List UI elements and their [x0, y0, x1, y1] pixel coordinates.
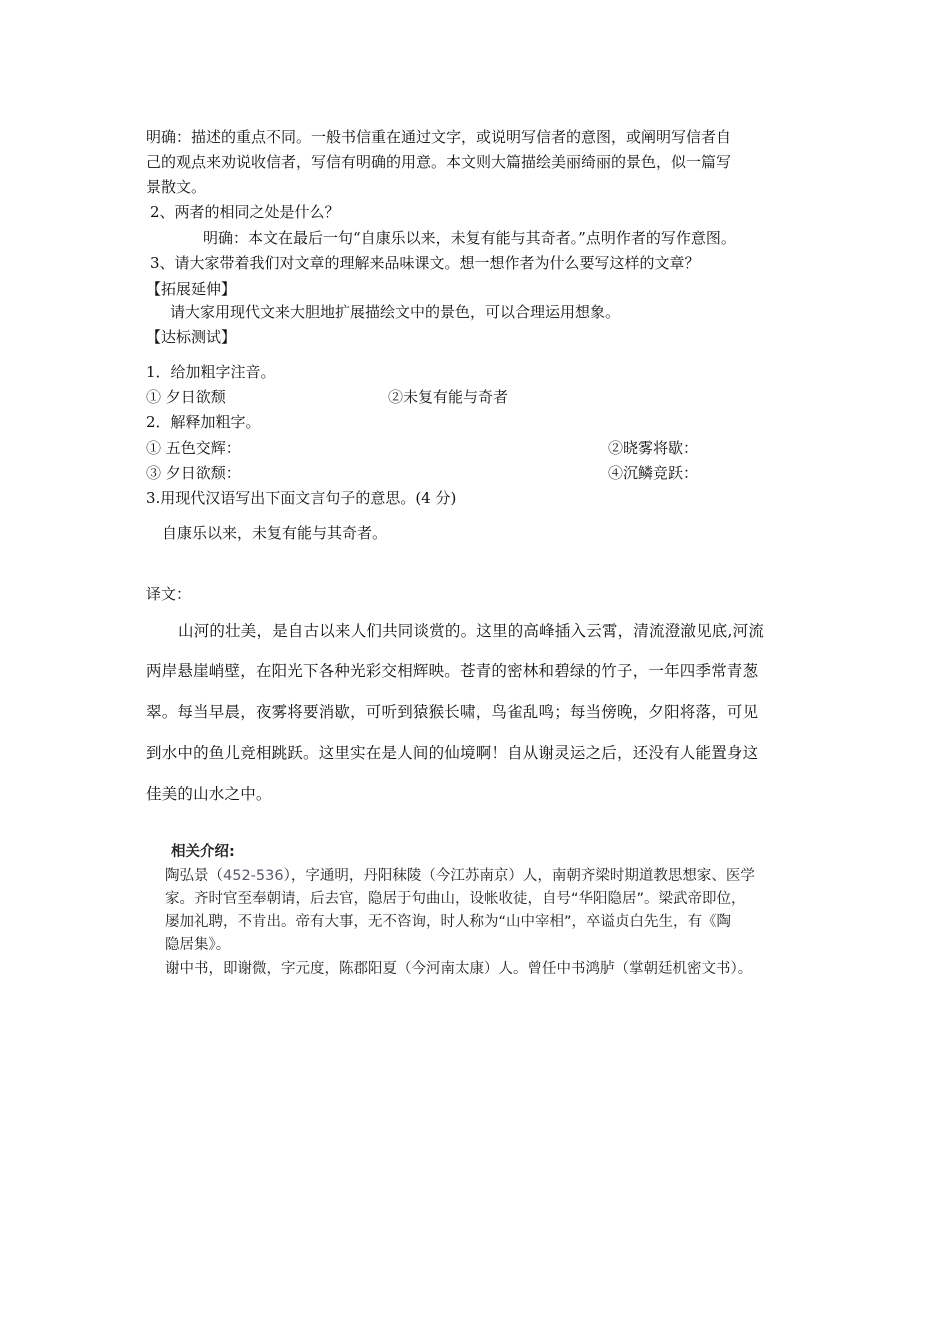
answer-paragraph-line-3: 景散文。 [146, 178, 207, 196]
intro-years: 452-536 [223, 868, 284, 884]
translation-label: 译文： [146, 585, 192, 603]
translation-line-2: 两岸悬崖峭壁，在阳光下各种光彩交相辉映。苍青的密林和碧绿的竹子，一年四季常青葱 [146, 662, 759, 680]
answer-paragraph-line-1: 明确：描述的重点不同。一般书信重在通过文字，或说明写信者的意图，或阐明写信者自 [146, 128, 732, 146]
test-q1-item-a: ① 夕日欲颓 [146, 388, 226, 406]
test-q2-item-c: ③ 夕日欲颓： [146, 464, 241, 482]
question-3: 3、请大家带着我们对文章的理解来品味课文。想一想作者为什么要写这样的文章？ [150, 254, 700, 272]
test-q2-item-a: ① 五色交辉： [146, 439, 241, 457]
extension-heading: 【拓展延伸】 [146, 280, 237, 298]
question-2: 2、两者的相同之处是什么？ [150, 203, 340, 221]
translation-line-5: 佳美的山水之中。 [146, 785, 272, 803]
intro-line-1-start: 陶弘景（ [165, 868, 223, 884]
translation-line-3: 翠。每当早晨，夜雾将要消歇，可听到猿猴长啸，鸟雀乱鸣；每当傍晚，夕阳将落，可见 [146, 703, 759, 721]
intro-heading: 相关介绍: [171, 844, 235, 860]
test-q1-item-b: ②未复有能与奇者 [388, 388, 509, 406]
answer-2: 明确：本文在最后一句“自康乐以来，未复有能与其奇者。”点明作者的写作意图。 [203, 229, 736, 247]
translation-line-4: 到水中的鱼儿竞相跳跃。这里实在是人间的仙境啊！自从谢灵运之后，还没有人能置身这 [146, 744, 759, 762]
test-question-1: 1．给加粗字注音。 [146, 363, 276, 381]
test-q2-item-b: ②晓雾将歇： [608, 439, 699, 457]
test-question-3: 3.用现代汉语写出下面文言句子的意思。(4 分) [146, 489, 457, 507]
test-q2-item-d: ④沉鳞竞跃： [608, 464, 699, 482]
translation-line-1: 山河的壮美，是自古以来人们共同谈赏的。这里的高峰插入云霄，清流澄澈见底,河流 [178, 622, 765, 640]
extension-text: 请大家用现代文来大胆地扩展描绘文中的景色，可以合理运用想象。 [170, 303, 621, 321]
intro-line-3: 屡加礼聘，不肯出。帝有大事，无不咨询，时人称为“山中宰相”，卒谥贞白先生，有《陶 [165, 914, 732, 930]
intro-line-5: 谢中书，即谢微，字元度，陈郡阳夏（今河南太康）人。曾任中书鸿胪（掌朝廷机密文书）。 [165, 961, 753, 977]
answer-paragraph-line-2: 己的观点来劝说收信者，写信有明确的用意。本文则大篇描绘美丽绮丽的景色，似一篇写 [146, 153, 732, 171]
test-q3-sentence: 自康乐以来，未复有能与其奇者。 [162, 524, 388, 542]
intro-line-1 [165, 865, 805, 887]
intro-line-4: 隐居集》。 [165, 937, 231, 953]
test-question-2: 2．解释加粗字。 [146, 413, 261, 431]
intro-line-2: 家。齐时官至奉朝请，后去官，隐居于句曲山，设帐收徒，自号“华阳隐居”。梁武帝即位， [165, 891, 746, 907]
test-heading: 【达标测试】 [146, 328, 237, 346]
intro-line-1-rest: ），字通明，丹阳秣陵（今江苏南京）人，南朝齐梁时期道教思想家、医学 [283, 868, 755, 884]
